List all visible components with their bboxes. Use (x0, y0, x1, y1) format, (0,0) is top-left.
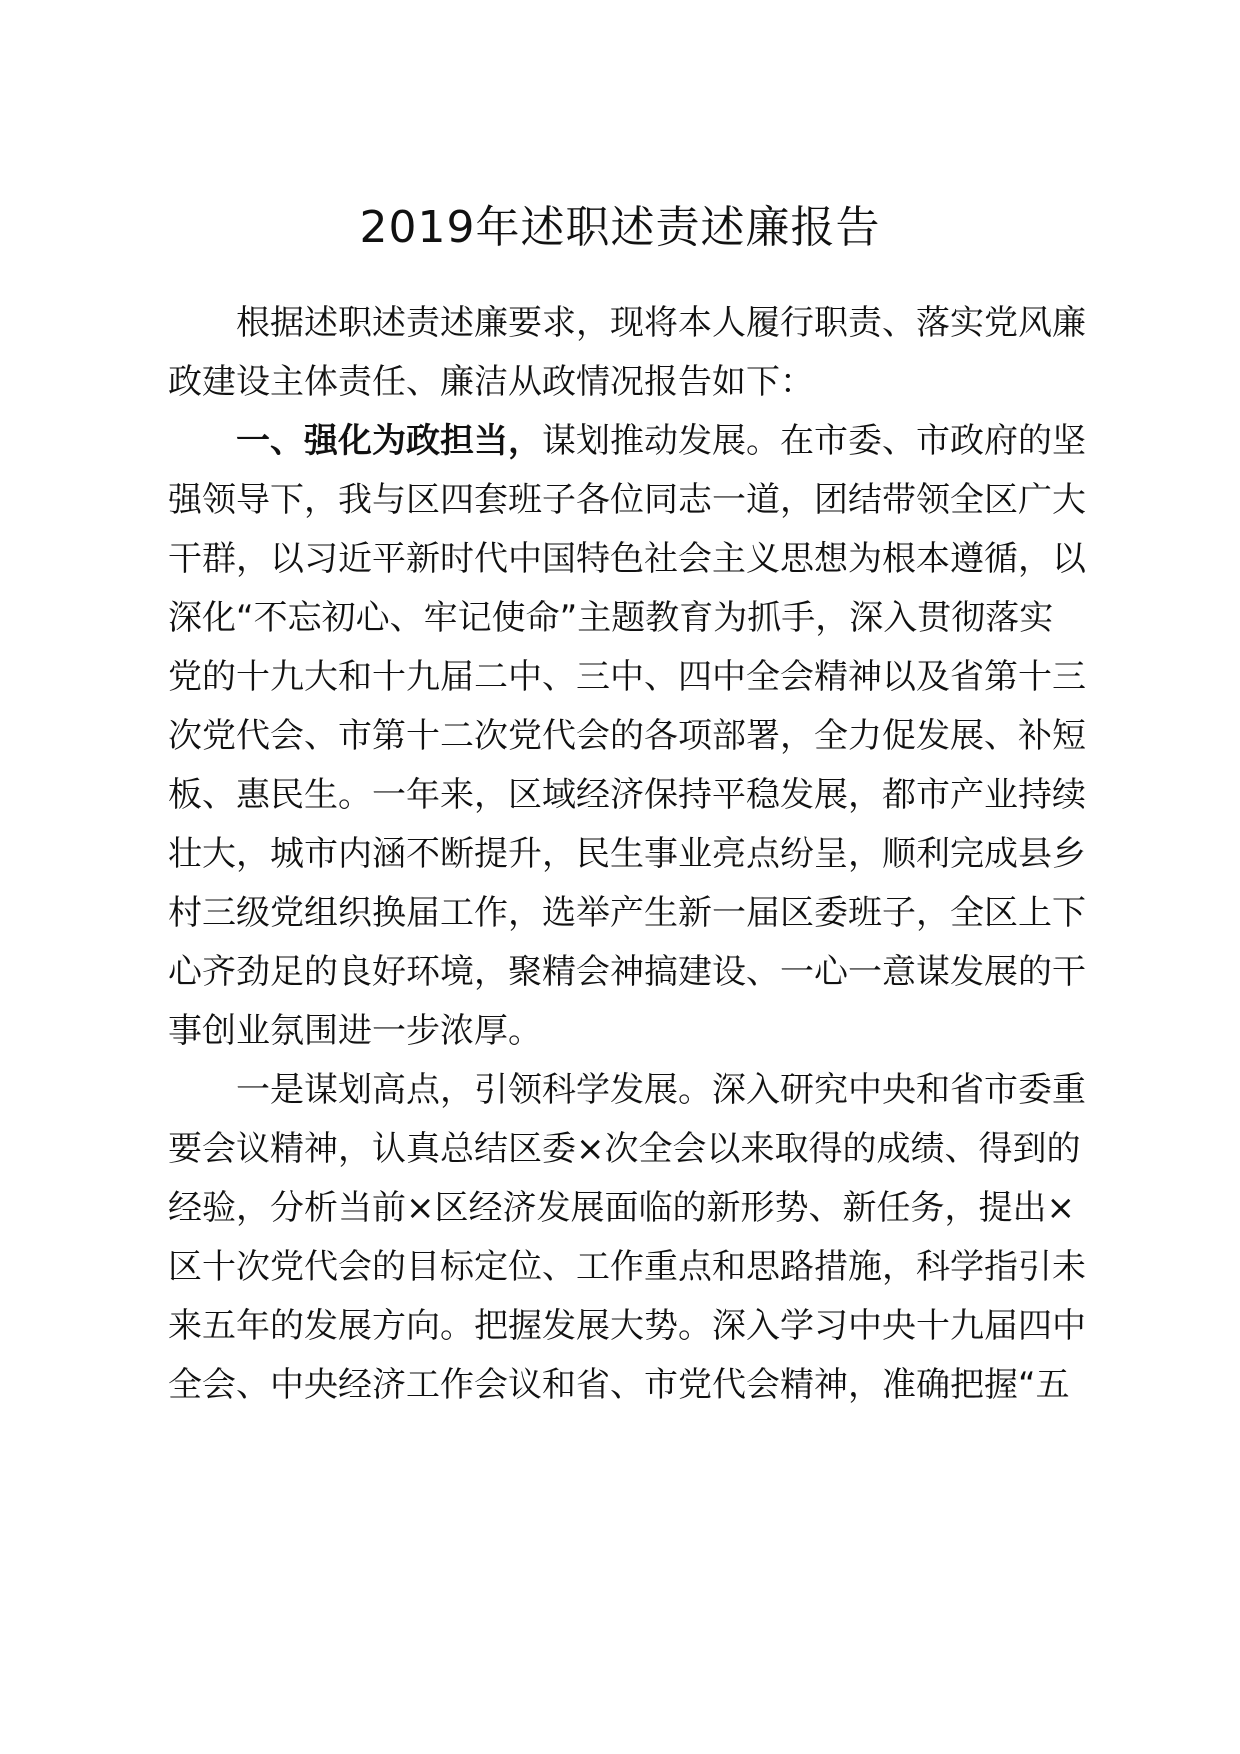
paragraph-line: 一是谋划高点，引领科学发展。深入研究中央和省市委重 (236, 1070, 1086, 1110)
paragraph-line: 心齐劲足的良好环境，聚精会神搞建设、一心一意谋发展的干 (168, 952, 1086, 992)
section-heading: 一、强化为政担当， (236, 421, 542, 461)
paragraph-line: 板、惠民生。一年来，区域经济保持平稳发展，都市产业持续 (168, 775, 1086, 815)
paragraph-line: 经验，分析当前×区经济发展面临的新形势、新任务，提出× (168, 1188, 1075, 1228)
paragraph-line: 全会、中央经济工作会议和省、市党代会精神，准确把握“五 (168, 1365, 1070, 1405)
section-heading-line (168, 408, 1086, 474)
paragraph-line: 深化“不忘初心、牢记使命”主题教育为抓手，深入贯彻落实 (168, 598, 1054, 638)
paragraph-line: 政建设主体责任、廉洁从政情况报告如下： (168, 362, 814, 402)
paragraph-line: 壮大，城市内涵不断提升，民生事业亮点纷呈，顺利完成县乡 (168, 834, 1086, 874)
paragraph-line: 村三级党组织换届工作，选举产生新一届区委班子，全区上下 (168, 893, 1086, 933)
paragraph-line: 根据述职述责述廉要求，现将本人履行职责、落实党风廉 (236, 303, 1086, 343)
paragraph-line: 次党代会、市第十二次党代会的各项部署，全力促发展、补短 (168, 716, 1086, 756)
section-heading-rest: 谋划推动发展。在市委、市政府的坚 (542, 421, 1086, 461)
page-title: 2019年述职述责述廉报告 (359, 202, 881, 253)
paragraph-line: 区十次党代会的目标定位、工作重点和思路措施，科学指引未 (168, 1247, 1086, 1287)
paragraph-line: 要会议精神，认真总结区委×次全会以来取得的成绩、得到的 (168, 1129, 1081, 1169)
paragraph-line: 来五年的发展方向。把握发展大势。深入学习中央十九届四中 (168, 1306, 1086, 1346)
paragraph-line: 强领导下，我与区四套班子各位同志一道，团结带领全区广大 (168, 480, 1086, 520)
paragraph-line: 事创业氛围进一步浓厚。 (168, 1011, 542, 1051)
paragraph-line: 干群，以习近平新时代中国特色社会主义思想为根本遵循，以 (168, 539, 1086, 579)
paragraph-line: 党的十九大和十九届二中、三中、四中全会精神以及省第十三 (168, 657, 1086, 697)
